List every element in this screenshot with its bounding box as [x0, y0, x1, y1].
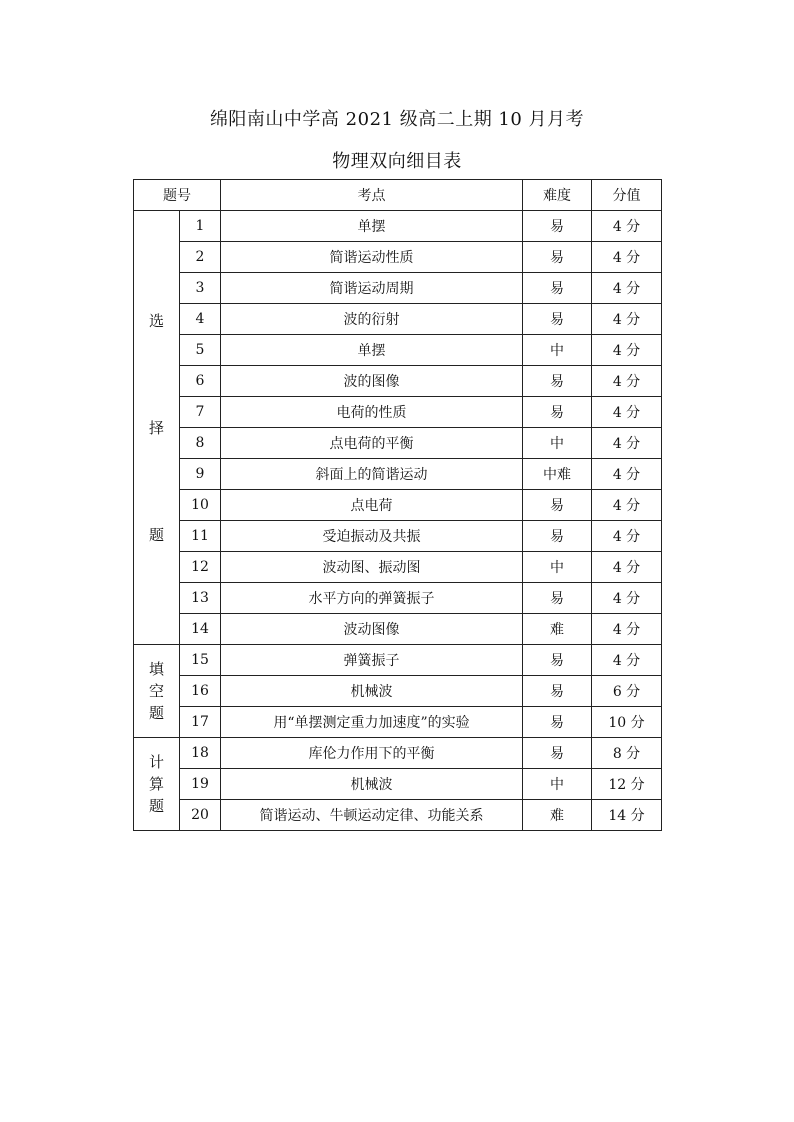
question-number: 10 — [180, 490, 221, 521]
difficulty-cell: 易 — [523, 366, 592, 397]
question-number: 20 — [180, 800, 221, 831]
section-label — [134, 738, 180, 831]
table-row — [134, 459, 662, 490]
difficulty-cell: 易 — [523, 490, 592, 521]
topic-cell: 电荷的性质 — [221, 397, 523, 428]
question-number: 7 — [180, 397, 221, 428]
question-number: 6 — [180, 366, 221, 397]
score-cell: 4 分 — [592, 273, 662, 304]
table-row — [134, 366, 662, 397]
score-cell: 14 分 — [592, 800, 662, 831]
topic-cell: 波的图像 — [221, 366, 523, 397]
table-row — [134, 335, 662, 366]
difficulty-cell: 易 — [523, 273, 592, 304]
question-number: 19 — [180, 769, 221, 800]
score-cell: 4 分 — [592, 521, 662, 552]
difficulty-cell: 易 — [523, 211, 592, 242]
difficulty-cell: 中 — [523, 428, 592, 459]
topic-cell: 简谐运动性质 — [221, 242, 523, 273]
topic-cell: 点电荷 — [221, 490, 523, 521]
table-row — [134, 645, 662, 676]
difficulty-cell: 易 — [523, 583, 592, 614]
table-row — [134, 707, 662, 738]
question-number: 9 — [180, 459, 221, 490]
difficulty-cell: 易 — [523, 521, 592, 552]
table-row — [134, 552, 662, 583]
table-row — [134, 614, 662, 645]
topic-cell: 受迫振动及共振 — [221, 521, 523, 552]
section-label-char: 题 — [148, 526, 164, 544]
score-cell: 10 分 — [592, 707, 662, 738]
question-number: 4 — [180, 304, 221, 335]
question-number: 14 — [180, 614, 221, 645]
topic-cell: 水平方向的弹簧振子 — [221, 583, 523, 614]
difficulty-cell: 难 — [523, 614, 592, 645]
question-number: 15 — [180, 645, 221, 676]
topic-cell: 单摆 — [221, 211, 523, 242]
score-cell: 4 分 — [592, 304, 662, 335]
section-label-char: 题 — [148, 797, 164, 815]
table-row — [134, 490, 662, 521]
topic-cell: 机械波 — [221, 676, 523, 707]
score-cell: 4 分 — [592, 335, 662, 366]
header-row — [134, 180, 662, 211]
difficulty-cell: 易 — [523, 645, 592, 676]
question-number: 18 — [180, 738, 221, 769]
document-title: 绵阳南山中学高 2021 级高二上期 10 月月考 — [209, 109, 585, 130]
question-number: 1 — [180, 211, 221, 242]
section-label-char: 空 — [148, 682, 164, 700]
topic-cell: 弹簧振子 — [221, 645, 523, 676]
topic-cell: 简谐运动周期 — [221, 273, 523, 304]
difficulty-cell: 中 — [523, 335, 592, 366]
section-label-char: 填 — [148, 660, 164, 678]
score-cell: 4 分 — [592, 366, 662, 397]
topic-cell: 波的衍射 — [221, 304, 523, 335]
section-label-char: 择 — [148, 419, 164, 437]
table-row — [134, 583, 662, 614]
table-row — [134, 800, 662, 831]
score-cell: 4 分 — [592, 583, 662, 614]
score-cell: 4 分 — [592, 459, 662, 490]
difficulty-cell: 易 — [523, 397, 592, 428]
topic-cell: 库伦力作用下的平衡 — [221, 738, 523, 769]
table-row — [134, 242, 662, 273]
table-row — [134, 428, 662, 459]
section-label — [134, 211, 180, 645]
detail-table — [133, 179, 662, 831]
score-cell: 12 分 — [592, 769, 662, 800]
section-label — [134, 645, 180, 738]
topic-cell: 简谐运动、牛顿运动定律、功能关系 — [221, 800, 523, 831]
topic-cell: 机械波 — [221, 769, 523, 800]
table-row — [134, 304, 662, 335]
difficulty-cell: 中难 — [523, 459, 592, 490]
question-number: 2 — [180, 242, 221, 273]
question-number: 5 — [180, 335, 221, 366]
topic-cell: 波动图、振动图 — [221, 552, 523, 583]
topic-cell: 用“单摆测定重力加速度”的实验 — [221, 707, 523, 738]
score-cell: 4 分 — [592, 552, 662, 583]
difficulty-cell: 易 — [523, 738, 592, 769]
table-row — [134, 738, 662, 769]
topic-cell: 单摆 — [221, 335, 523, 366]
section-label-char: 选 — [148, 312, 164, 330]
score-cell: 4 分 — [592, 645, 662, 676]
score-cell: 4 分 — [592, 490, 662, 521]
question-number: 16 — [180, 676, 221, 707]
difficulty-cell: 易 — [523, 242, 592, 273]
difficulty-cell: 易 — [523, 707, 592, 738]
topic-cell: 斜面上的简谐运动 — [221, 459, 523, 490]
score-cell: 4 分 — [592, 428, 662, 459]
difficulty-cell: 易 — [523, 304, 592, 335]
table-row — [134, 676, 662, 707]
difficulty-cell: 中 — [523, 552, 592, 583]
question-number: 12 — [180, 552, 221, 583]
table-row — [134, 769, 662, 800]
table-body — [134, 211, 662, 831]
header-difficulty: 难度 — [523, 180, 592, 211]
score-cell: 4 分 — [592, 242, 662, 273]
question-number: 8 — [180, 428, 221, 459]
question-number: 3 — [180, 273, 221, 304]
difficulty-cell: 中 — [523, 769, 592, 800]
question-number: 11 — [180, 521, 221, 552]
topic-cell: 波动图像 — [221, 614, 523, 645]
table-row — [134, 521, 662, 552]
difficulty-cell: 易 — [523, 676, 592, 707]
header-score: 分值 — [592, 180, 662, 211]
score-cell: 4 分 — [592, 397, 662, 428]
document-subtitle: 物理双向细目表 — [332, 151, 462, 172]
table-row — [134, 397, 662, 428]
table-row — [134, 273, 662, 304]
question-number: 17 — [180, 707, 221, 738]
question-number: 13 — [180, 583, 221, 614]
topic-cell: 点电荷的平衡 — [221, 428, 523, 459]
section-label-char: 题 — [148, 704, 164, 722]
score-cell: 6 分 — [592, 676, 662, 707]
score-cell: 4 分 — [592, 211, 662, 242]
score-cell: 4 分 — [592, 614, 662, 645]
header-topic: 考点 — [221, 180, 523, 211]
header-number: 题号 — [134, 180, 221, 211]
section-label-char: 算 — [148, 775, 164, 793]
table-row — [134, 211, 662, 242]
difficulty-cell: 难 — [523, 800, 592, 831]
section-label-char: 计 — [148, 753, 164, 771]
score-cell: 8 分 — [592, 738, 662, 769]
